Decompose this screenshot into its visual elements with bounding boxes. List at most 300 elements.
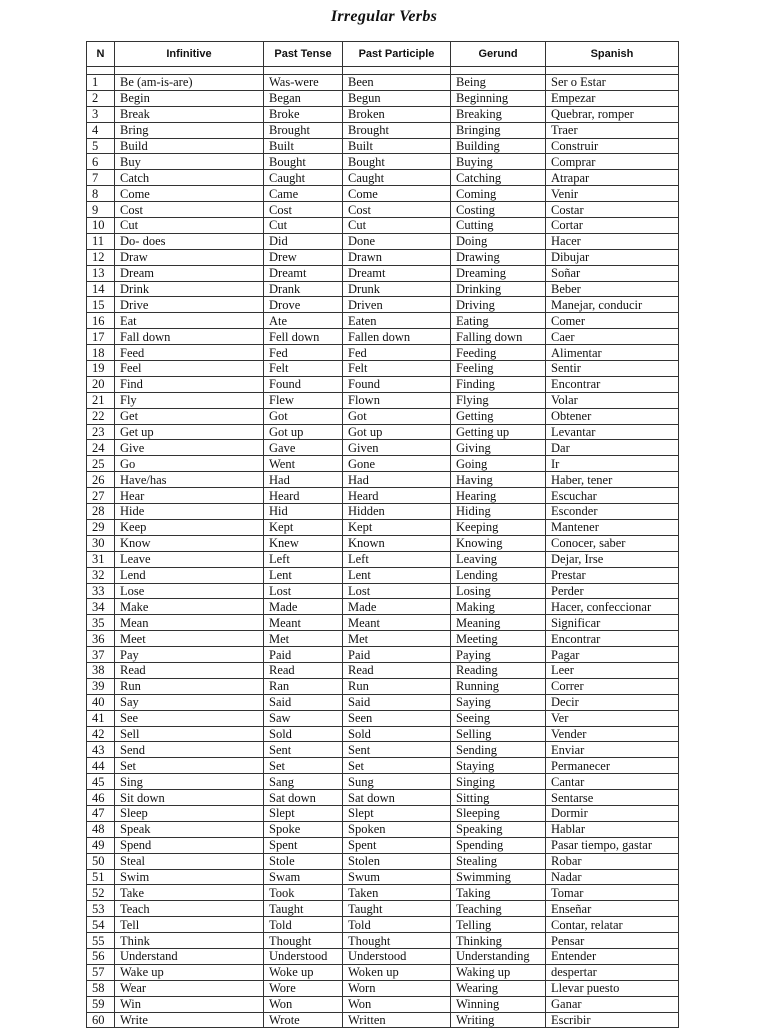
cell-infinitive: Run <box>115 678 264 694</box>
cell-past-participle: Drawn <box>343 249 451 265</box>
cell-infinitive: Sleep <box>115 805 264 821</box>
cell-number: 32 <box>87 567 115 583</box>
cell-past-tense: Sent <box>264 742 343 758</box>
cell-gerund: Building <box>451 138 546 154</box>
cell-number: 2 <box>87 90 115 106</box>
table-row <box>87 678 679 694</box>
cell-spanish: Dejar, Irse <box>546 551 679 567</box>
cell-past-tense: Spoke <box>264 821 343 837</box>
cell-past-participle: Taken <box>343 885 451 901</box>
cell-number: 20 <box>87 376 115 392</box>
cell-gerund: Telling <box>451 917 546 933</box>
table-row <box>87 345 679 361</box>
cell-number: 27 <box>87 488 115 504</box>
cell-infinitive: Lend <box>115 567 264 583</box>
cell-number: 47 <box>87 805 115 821</box>
cell-number: 22 <box>87 408 115 424</box>
cell-spanish: despertar <box>546 964 679 980</box>
cell-past-tense: Flew <box>264 392 343 408</box>
cell-number: 59 <box>87 996 115 1012</box>
spacer-cell <box>546 67 679 75</box>
cell-gerund: Feeling <box>451 361 546 377</box>
table-row <box>87 170 679 186</box>
table-row <box>87 583 679 599</box>
cell-past-participle: Set <box>343 758 451 774</box>
cell-past-participle: Lent <box>343 567 451 583</box>
cell-past-participle: Left <box>343 551 451 567</box>
cell-past-participle: Built <box>343 138 451 154</box>
cell-past-tense: Taught <box>264 901 343 917</box>
cell-gerund: Catching <box>451 170 546 186</box>
cell-past-tense: Went <box>264 456 343 472</box>
cell-number: 6 <box>87 154 115 170</box>
table-row <box>87 329 679 345</box>
cell-infinitive: Be (am-is-are) <box>115 75 264 91</box>
cell-gerund: Drawing <box>451 249 546 265</box>
cell-past-participle: Caught <box>343 170 451 186</box>
cell-number: 57 <box>87 964 115 980</box>
cell-past-tense: Gave <box>264 440 343 456</box>
cell-past-tense: Dreamt <box>264 265 343 281</box>
table-row <box>87 758 679 774</box>
cell-past-participle: Fallen down <box>343 329 451 345</box>
cell-infinitive: Drink <box>115 281 264 297</box>
cell-gerund: Giving <box>451 440 546 456</box>
cell-number: 1 <box>87 75 115 91</box>
spacer-cell <box>115 67 264 75</box>
table-row <box>87 154 679 170</box>
cell-spanish: Pensar <box>546 933 679 949</box>
cell-number: 17 <box>87 329 115 345</box>
cell-spanish: Dormir <box>546 805 679 821</box>
cell-gerund: Costing <box>451 202 546 218</box>
cell-gerund: Leaving <box>451 551 546 567</box>
cell-gerund: Making <box>451 599 546 615</box>
cell-spanish: Conocer, saber <box>546 535 679 551</box>
cell-past-participle: Felt <box>343 361 451 377</box>
header-row <box>87 42 679 67</box>
cell-gerund: Meeting <box>451 631 546 647</box>
table-row <box>87 233 679 249</box>
cell-infinitive: Mean <box>115 615 264 631</box>
table-body <box>87 75 679 1028</box>
cell-infinitive: Dream <box>115 265 264 281</box>
cell-past-tense: Sold <box>264 726 343 742</box>
cell-infinitive: Eat <box>115 313 264 329</box>
cell-past-tense: Meant <box>264 615 343 631</box>
cell-spanish: Prestar <box>546 567 679 583</box>
cell-past-participle: Sung <box>343 774 451 790</box>
cell-past-participle: Begun <box>343 90 451 106</box>
cell-number: 55 <box>87 933 115 949</box>
cell-past-participle: Run <box>343 678 451 694</box>
cell-number: 15 <box>87 297 115 313</box>
cell-past-participle: Done <box>343 233 451 249</box>
cell-spanish: Llevar puesto <box>546 980 679 996</box>
cell-past-tense: Bought <box>264 154 343 170</box>
cell-past-tense: Cost <box>264 202 343 218</box>
cell-gerund: Going <box>451 456 546 472</box>
cell-infinitive: Swim <box>115 869 264 885</box>
cell-spanish: Escuchar <box>546 488 679 504</box>
table-row <box>87 249 679 265</box>
cell-past-tense: Understood <box>264 948 343 964</box>
cell-past-tense: Slept <box>264 805 343 821</box>
cell-infinitive: Think <box>115 933 264 949</box>
cell-infinitive: Fly <box>115 392 264 408</box>
cell-infinitive: Cut <box>115 218 264 234</box>
cell-past-tense: Was-were <box>264 75 343 91</box>
cell-infinitive: Get <box>115 408 264 424</box>
cell-spanish: Ganar <box>546 996 679 1012</box>
cell-gerund: Feeding <box>451 345 546 361</box>
cell-infinitive: Find <box>115 376 264 392</box>
cell-gerund: Thinking <box>451 933 546 949</box>
cell-spanish: Quebrar, romper <box>546 106 679 122</box>
cell-past-tense: Read <box>264 662 343 678</box>
table-row <box>87 488 679 504</box>
cell-past-tense: Felt <box>264 361 343 377</box>
cell-past-participle: Broken <box>343 106 451 122</box>
cell-infinitive: Hide <box>115 504 264 520</box>
cell-infinitive: Sing <box>115 774 264 790</box>
cell-infinitive: Begin <box>115 90 264 106</box>
cell-gerund: Beginning <box>451 90 546 106</box>
cell-past-tense: Caught <box>264 170 343 186</box>
cell-past-participle: Brought <box>343 122 451 138</box>
irregular-verbs-table <box>86 41 679 1028</box>
cell-spanish: Hacer, confeccionar <box>546 599 679 615</box>
cell-gerund: Breaking <box>451 106 546 122</box>
cell-gerund: Buying <box>451 154 546 170</box>
cell-past-tense: Paid <box>264 647 343 663</box>
table-row <box>87 186 679 202</box>
cell-number: 60 <box>87 1012 115 1028</box>
cell-past-participle: Got up <box>343 424 451 440</box>
cell-past-tense: Built <box>264 138 343 154</box>
cell-spanish: Contar, relatar <box>546 917 679 933</box>
cell-past-tense: Woke up <box>264 964 343 980</box>
cell-number: 45 <box>87 774 115 790</box>
cell-number: 25 <box>87 456 115 472</box>
cell-past-participle: Sent <box>343 742 451 758</box>
cell-number: 34 <box>87 599 115 615</box>
cell-infinitive: Drive <box>115 297 264 313</box>
cell-past-participle: Kept <box>343 519 451 535</box>
cell-past-participle: Swum <box>343 869 451 885</box>
cell-gerund: Waking up <box>451 964 546 980</box>
cell-gerund: Staying <box>451 758 546 774</box>
table-row <box>87 662 679 678</box>
cell-past-tense: Sang <box>264 774 343 790</box>
cell-past-participle: Gone <box>343 456 451 472</box>
cell-spanish: Pagar <box>546 647 679 663</box>
cell-infinitive: Say <box>115 694 264 710</box>
cell-infinitive: Draw <box>115 249 264 265</box>
cell-past-participle: Told <box>343 917 451 933</box>
table-row <box>87 774 679 790</box>
table-row <box>87 519 679 535</box>
cell-number: 41 <box>87 710 115 726</box>
cell-gerund: Taking <box>451 885 546 901</box>
cell-infinitive: Leave <box>115 551 264 567</box>
cell-gerund: Drinking <box>451 281 546 297</box>
cell-gerund: Cutting <box>451 218 546 234</box>
cell-spanish: Haber, tener <box>546 472 679 488</box>
cell-spanish: Venir <box>546 186 679 202</box>
header-number: N <box>87 42 115 67</box>
table-row <box>87 647 679 663</box>
cell-past-participle: Thought <box>343 933 451 949</box>
cell-spanish: Robar <box>546 853 679 869</box>
cell-infinitive: See <box>115 710 264 726</box>
cell-past-participle: Sat down <box>343 790 451 806</box>
cell-past-tense: Set <box>264 758 343 774</box>
table-row <box>87 440 679 456</box>
cell-past-participle: Said <box>343 694 451 710</box>
table-row <box>87 424 679 440</box>
cell-gerund: Teaching <box>451 901 546 917</box>
cell-infinitive: Know <box>115 535 264 551</box>
cell-spanish: Atrapar <box>546 170 679 186</box>
cell-spanish: Mantener <box>546 519 679 535</box>
cell-infinitive: Tell <box>115 917 264 933</box>
cell-spanish: Dar <box>546 440 679 456</box>
cell-spanish: Obtener <box>546 408 679 424</box>
cell-past-participle: Given <box>343 440 451 456</box>
page-title: Irregular Verbs <box>330 8 438 25</box>
table-row <box>87 631 679 647</box>
cell-infinitive: Do- does <box>115 233 264 249</box>
cell-number: 8 <box>87 186 115 202</box>
cell-number: 35 <box>87 615 115 631</box>
cell-gerund: Eating <box>451 313 546 329</box>
cell-spanish: Ir <box>546 456 679 472</box>
cell-spanish: Encontrar <box>546 376 679 392</box>
cell-past-participle: Meant <box>343 615 451 631</box>
cell-spanish: Permanecer <box>546 758 679 774</box>
cell-infinitive: Have/has <box>115 472 264 488</box>
cell-spanish: Enseñar <box>546 901 679 917</box>
table-row <box>87 964 679 980</box>
cell-gerund: Wearing <box>451 980 546 996</box>
cell-past-participle: Understood <box>343 948 451 964</box>
cell-past-participle: Flown <box>343 392 451 408</box>
cell-number: 51 <box>87 869 115 885</box>
cell-past-tense: Had <box>264 472 343 488</box>
cell-infinitive: Lose <box>115 583 264 599</box>
cell-gerund: Writing <box>451 1012 546 1028</box>
cell-number: 49 <box>87 837 115 853</box>
cell-gerund: Meaning <box>451 615 546 631</box>
table-row <box>87 1012 679 1028</box>
table-row <box>87 742 679 758</box>
cell-gerund: Getting up <box>451 424 546 440</box>
cell-past-tense: Left <box>264 551 343 567</box>
header-spacer-row <box>87 67 679 75</box>
cell-gerund: Finding <box>451 376 546 392</box>
table-row <box>87 710 679 726</box>
cell-spanish: Comer <box>546 313 679 329</box>
spacer-cell <box>264 67 343 75</box>
table-row <box>87 551 679 567</box>
cell-infinitive: Meet <box>115 631 264 647</box>
cell-past-participle: Dreamt <box>343 265 451 281</box>
cell-number: 21 <box>87 392 115 408</box>
cell-spanish: Pasar tiempo, gastar <box>546 837 679 853</box>
cell-spanish: Alimentar <box>546 345 679 361</box>
cell-number: 31 <box>87 551 115 567</box>
cell-gerund: Dreaming <box>451 265 546 281</box>
cell-past-tense: Lost <box>264 583 343 599</box>
cell-past-tense: Thought <box>264 933 343 949</box>
table-row <box>87 933 679 949</box>
table-row <box>87 980 679 996</box>
cell-past-participle: Known <box>343 535 451 551</box>
cell-infinitive: Come <box>115 186 264 202</box>
cell-gerund: Selling <box>451 726 546 742</box>
cell-spanish: Manejar, conducir <box>546 297 679 313</box>
cell-past-participle: Woken up <box>343 964 451 980</box>
cell-number: 13 <box>87 265 115 281</box>
cell-gerund: Losing <box>451 583 546 599</box>
cell-past-tense: Kept <box>264 519 343 535</box>
cell-gerund: Knowing <box>451 535 546 551</box>
cell-number: 24 <box>87 440 115 456</box>
cell-past-tense: Fell down <box>264 329 343 345</box>
cell-number: 18 <box>87 345 115 361</box>
table-row <box>87 472 679 488</box>
cell-past-tense: Drew <box>264 249 343 265</box>
table-row <box>87 106 679 122</box>
cell-spanish: Beber <box>546 281 679 297</box>
cell-number: 58 <box>87 980 115 996</box>
cell-past-tense: Drank <box>264 281 343 297</box>
cell-past-tense: Lent <box>264 567 343 583</box>
cell-spanish: Sentarse <box>546 790 679 806</box>
cell-past-tense: Won <box>264 996 343 1012</box>
cell-infinitive: Pay <box>115 647 264 663</box>
cell-number: 54 <box>87 917 115 933</box>
cell-gerund: Reading <box>451 662 546 678</box>
table-row <box>87 821 679 837</box>
cell-infinitive: Teach <box>115 901 264 917</box>
cell-gerund: Being <box>451 75 546 91</box>
cell-past-tense: Said <box>264 694 343 710</box>
cell-gerund: Understanding <box>451 948 546 964</box>
cell-number: 10 <box>87 218 115 234</box>
cell-infinitive: Cost <box>115 202 264 218</box>
cell-spanish: Comprar <box>546 154 679 170</box>
cell-past-participle: Won <box>343 996 451 1012</box>
cell-past-participle: Seen <box>343 710 451 726</box>
cell-infinitive: Understand <box>115 948 264 964</box>
cell-spanish: Sentir <box>546 361 679 377</box>
cell-gerund: Running <box>451 678 546 694</box>
cell-infinitive: Wear <box>115 980 264 996</box>
cell-past-participle: Stolen <box>343 853 451 869</box>
cell-past-participle: Written <box>343 1012 451 1028</box>
cell-spanish: Levantar <box>546 424 679 440</box>
cell-past-participle: Eaten <box>343 313 451 329</box>
cell-spanish: Leer <box>546 662 679 678</box>
cell-gerund: Paying <box>451 647 546 663</box>
cell-past-participle: Had <box>343 472 451 488</box>
cell-past-tense: Wore <box>264 980 343 996</box>
cell-spanish: Nadar <box>546 869 679 885</box>
cell-infinitive: Make <box>115 599 264 615</box>
spacer-cell <box>343 67 451 75</box>
cell-number: 53 <box>87 901 115 917</box>
cell-spanish: Ser o Estar <box>546 75 679 91</box>
cell-infinitive: Sit down <box>115 790 264 806</box>
cell-infinitive: Build <box>115 138 264 154</box>
table-row <box>87 901 679 917</box>
cell-gerund: Getting <box>451 408 546 424</box>
table-row <box>87 837 679 853</box>
cell-past-participle: Found <box>343 376 451 392</box>
cell-gerund: Stealing <box>451 853 546 869</box>
cell-spanish: Entender <box>546 948 679 964</box>
cell-past-tense: Hid <box>264 504 343 520</box>
cell-past-participle: Worn <box>343 980 451 996</box>
cell-past-tense: Saw <box>264 710 343 726</box>
cell-spanish: Construir <box>546 138 679 154</box>
cell-spanish: Dibujar <box>546 249 679 265</box>
cell-spanish: Traer <box>546 122 679 138</box>
cell-number: 28 <box>87 504 115 520</box>
cell-number: 48 <box>87 821 115 837</box>
cell-infinitive: Keep <box>115 519 264 535</box>
cell-number: 43 <box>87 742 115 758</box>
cell-past-tense: Did <box>264 233 343 249</box>
cell-past-participle: Bought <box>343 154 451 170</box>
table-row <box>87 297 679 313</box>
cell-gerund: Speaking <box>451 821 546 837</box>
cell-number: 19 <box>87 361 115 377</box>
cell-past-participle: Fed <box>343 345 451 361</box>
table-row <box>87 805 679 821</box>
cell-spanish: Cantar <box>546 774 679 790</box>
cell-past-participle: Hidden <box>343 504 451 520</box>
cell-past-tense: Sat down <box>264 790 343 806</box>
table-row <box>87 694 679 710</box>
table-row <box>87 218 679 234</box>
table-row <box>87 376 679 392</box>
cell-infinitive: Feed <box>115 345 264 361</box>
cell-number: 12 <box>87 249 115 265</box>
cell-number: 14 <box>87 281 115 297</box>
cell-past-participle: Met <box>343 631 451 647</box>
cell-number: 16 <box>87 313 115 329</box>
cell-number: 44 <box>87 758 115 774</box>
cell-past-tense: Stole <box>264 853 343 869</box>
cell-past-participle: Cost <box>343 202 451 218</box>
cell-gerund: Spending <box>451 837 546 853</box>
cell-infinitive: Get up <box>115 424 264 440</box>
cell-gerund: Bringing <box>451 122 546 138</box>
cell-number: 30 <box>87 535 115 551</box>
cell-spanish: Volar <box>546 392 679 408</box>
cell-past-tense: Spent <box>264 837 343 853</box>
table-row <box>87 726 679 742</box>
table-row <box>87 392 679 408</box>
table-row <box>87 615 679 631</box>
cell-past-participle: Read <box>343 662 451 678</box>
cell-gerund: Sending <box>451 742 546 758</box>
cell-spanish: Cortar <box>546 218 679 234</box>
cell-number: 50 <box>87 853 115 869</box>
